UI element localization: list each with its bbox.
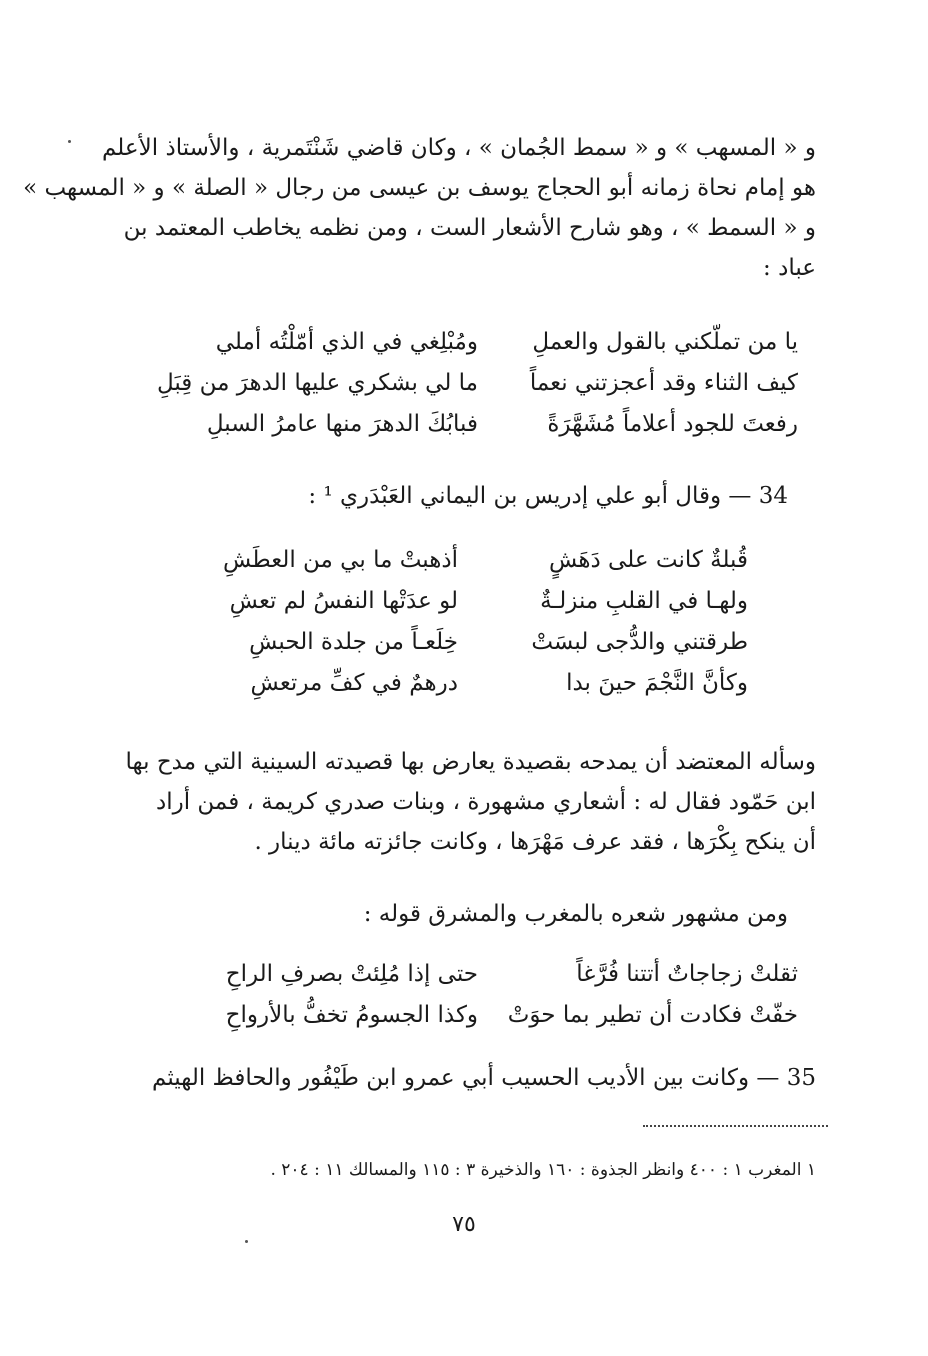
hemistich-first: ولهـا في القلبِ منزلـةٌ: [540, 588, 748, 614]
text-line: و « المسهب » و « سمط الجُمان » ، وكان قاضي شَنْتَمرية ، والأستاذ الأعلم: [101, 135, 816, 161]
verse: [148, 622, 748, 663]
verse: [148, 663, 748, 704]
text-line: أن ينكح بِكْرَها ، فقد عرف مَهْرَها ، وكانت جائزته مائة دينار .: [254, 829, 816, 855]
hemistich-second: أذهبتْ ما بي من العطَشِ: [223, 547, 458, 573]
page-number: ٧٥: [452, 1212, 476, 1237]
text-line: وسأله المعتضد أن يمدحه بقصيدة يعارض بها قصيدته السينية التي مدح بها: [125, 749, 816, 775]
verse: [118, 322, 798, 363]
hemistich-second: خِلَعـاً من جلدة الحبشِ: [249, 629, 458, 655]
verse: [148, 540, 748, 581]
footnote: ١ المغرب ١ : ٤٠٠ وانظر الجذوة : ١٦٠ والذخيرة ٣ : ١١٥ والمسالك ١١ : ٢٠٤ .: [270, 1160, 816, 1180]
hemistich-second: وكذا الجسومُ تخفُّ بالأرواحِ: [225, 1002, 478, 1028]
hemistich-second: فبابُكَ الدهرَ منها عامرُ السبلِ: [206, 411, 478, 437]
paragraph-mutadid: [116, 742, 816, 862]
paper-speck: [245, 1240, 248, 1243]
poem-abdari: [148, 540, 748, 704]
footnote-separator: [643, 1125, 828, 1127]
hemistich-first: خفّتْ فكادت أن تطير بما حوَتْ: [507, 1002, 798, 1028]
verse: [118, 995, 798, 1036]
poem-ibn-abbad: [118, 322, 798, 445]
text-line: و « السمط » ، وهو شارح الأشعار الست ، ومن نظمه يخاطب المعتمد بن: [123, 215, 816, 241]
poem-glasses: [118, 954, 798, 1036]
hemistich-first: يا من تملّكني بالقول والعملِ: [532, 329, 798, 355]
hemistich-second: ما لي بشكري عليها الدهرَ من قِبَلِ: [156, 370, 478, 396]
hemistich-first: رفعتَ للجود أعلاماً مُشَهَّرَةً: [547, 411, 798, 437]
section-34-heading: 34 — وقال أبو علي إدريس بن اليماني العَبْدَري ¹ :: [308, 483, 788, 509]
verse: [118, 404, 798, 445]
hemistich-second: لو عدَتْها النفسُ لم تعشِ: [229, 588, 458, 614]
text-line: هو إمام نحاة زمانه أبو الحجاج يوسف بن عيسى من رجال « الصلة » و « المسهب »: [23, 175, 816, 201]
hemistich-first: قُبلةٌ كانت على دَهَشٍ: [549, 547, 748, 573]
hemistich-second: حتى إذا مُلِئتْ بصرفِ الراحِ: [225, 961, 478, 987]
text-line: ابن حَمّود فقال له : أشعاري مشهورة ، وبنات صدري كريمة ، فمن أراد: [155, 789, 816, 815]
hemistich-first: وكأنَّ النَّجْمَ حينَ بدا: [566, 670, 748, 696]
hemistich-first: ثقلتْ زجاجاتٌ أتتنا فُرَّغاً: [576, 961, 798, 987]
hemistich-second: درهمٌ في كفِّ مرتعشِ: [250, 670, 458, 696]
section-35-heading: 35 — وكانت بين الأديب الحسيب أبي عمرو ابن طَيْفُور والحافظ الهيثم: [152, 1065, 816, 1091]
verse: [148, 581, 748, 622]
paper-speck: [68, 140, 71, 143]
verse: [118, 363, 798, 404]
hemistich-first: كيف الثناء وقد أعجزتني نعماً: [529, 370, 798, 396]
paragraph-intro: [23, 128, 816, 288]
hemistich-second: ومُبْلِغي في الذي أمّلْتُه أملي: [215, 329, 478, 355]
text-line: عباد :: [763, 255, 816, 281]
hemistich-first: طرقتني والدُّجى لبسَتْ: [531, 629, 748, 655]
paragraph-famous-poem: ومن مشهور شعره بالمغرب والمشرق قوله :: [363, 901, 788, 927]
verse: [118, 954, 798, 995]
